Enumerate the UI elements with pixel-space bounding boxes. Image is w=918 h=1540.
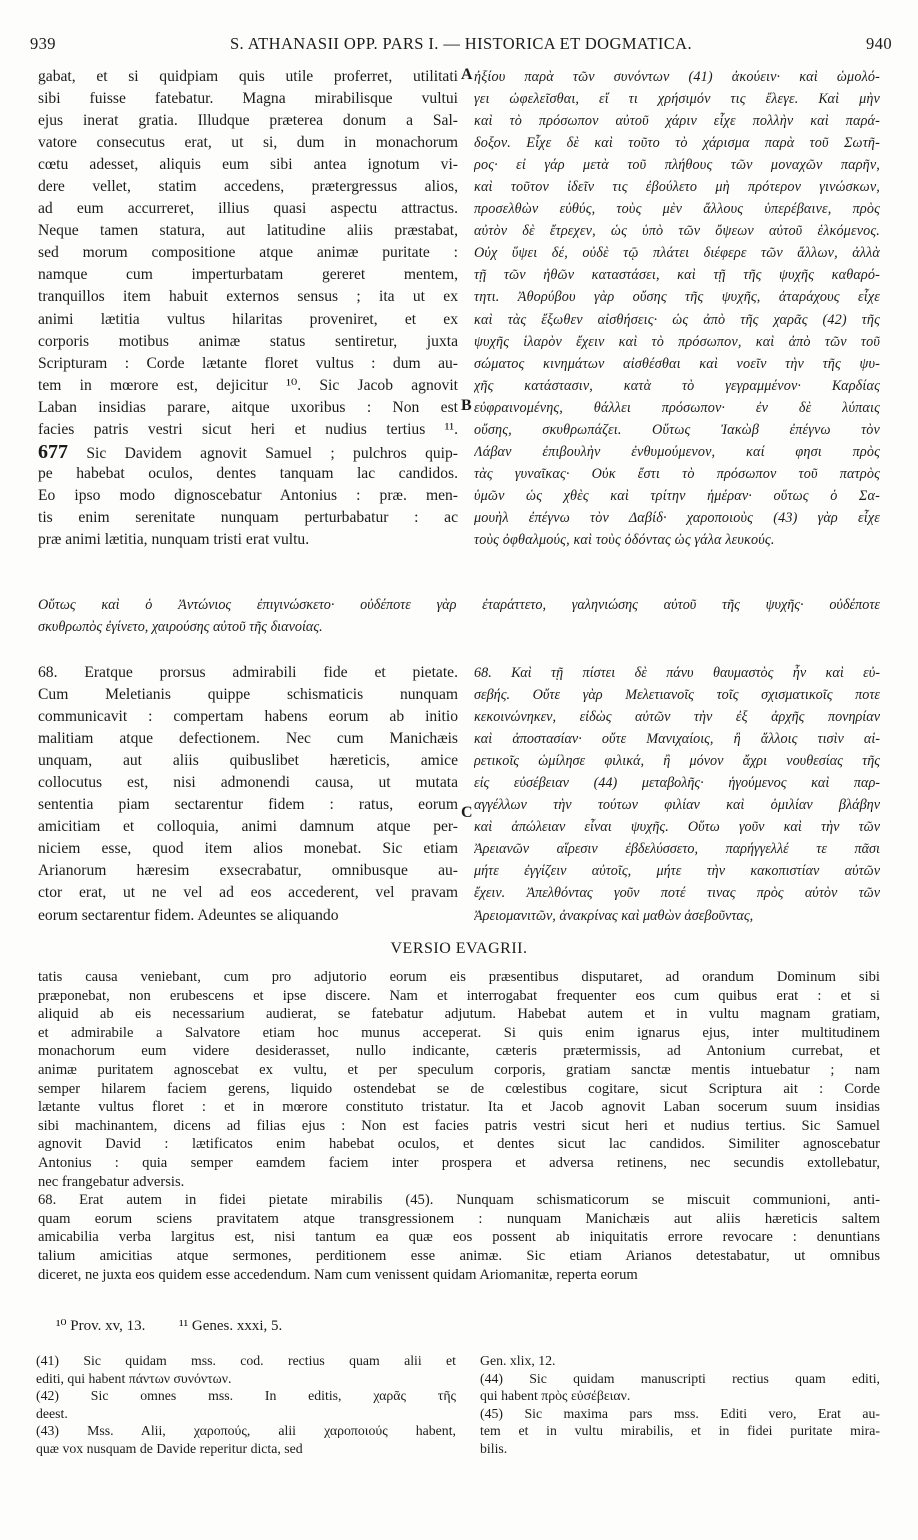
- evagrius-line: animæ puritatem agnoscebat ex vultu, et per speculum corporis, gratiam sanctæ mentis intuebatur ; nam: [38, 1061, 880, 1078]
- greek-column: [474, 66, 880, 551]
- greek-line: σεβής. Οὔτε γὰρ Μελετιανοῖς τοῖς σχισματικοῖς ποτε: [474, 687, 880, 704]
- greek-line: καὶ τὸ πρόσωπον αὐτοῦ χάριν εἶχε πολλὴν καὶ παρά-: [474, 113, 880, 130]
- greek-full-line-1: Οὕτως καὶ ὁ Ἀντώνιος ἐπιγινώσκετο· οὐδέποτε γὰρ ἐταράττετο, γαληνιώσης αὐτοῦ τῆς ψυχῆς· οὐδέποτε: [38, 597, 880, 613]
- evagrius-line: 68. Erat autem in fidei pietate mirabilis (45). Nunquam schismaticorum se miscuit communioni, anti-: [38, 1192, 880, 1209]
- footnote-line: deest.: [36, 1405, 68, 1421]
- evagrius-line: aliquid ab eis necessarium audierat, se fatebatur adjutum. Habebat autem et in vultu magnam gratiam,: [38, 1006, 880, 1023]
- latin-line: Cum Meletianis quippe schismaticis nunquam: [38, 686, 458, 704]
- latin-line: vatore consecutus erat, ut si, dum in monachorum: [38, 134, 458, 152]
- scripture-note-10: ¹⁰ Prov. xv, 13.: [56, 1318, 146, 1334]
- footnotes-left: [36, 1352, 456, 1458]
- latin-line: sibi fuisse fatebatur. Magna mirabilisque vultui: [38, 90, 458, 108]
- greek-line: ρος· εἰ γάρ μετὰ τοῦ πλήθους τῶν μοναχῶν παρῆν,: [474, 157, 880, 174]
- latin-line: Eo ipso modo dignoscebatur Antonius : præ. men-: [38, 486, 458, 504]
- latin-line: pe habebat oculos, dentes tanquam lac candidos.: [38, 464, 458, 482]
- footnote-line: Gen. xlix, 12.: [480, 1353, 556, 1368]
- greek-line: κεκοινώνηκεν, εἰδὼς αὐτῶν τὴν ἐξ ἀρχῆς πονηρίαν: [474, 709, 880, 726]
- evagrius-line: amicabilia verba largitus est, nisi tantum ea quæ eos possent ab iniquitatis errore revocare : denuntians: [38, 1229, 880, 1246]
- greek-line: γει ὠφελεῖσθαι, εἴ τι χρήσιμόν τις ἔλεγε. Καὶ μὴν: [474, 91, 880, 108]
- greek-line: εὐφραινομένης, θάλλει πρόσωπον· ἐν δὲ λύπαις: [474, 399, 880, 416]
- footnote-line: editi, qui habent πάντων συνόντων.: [36, 1370, 232, 1386]
- latin-line: Scripturam : Corde lætante floret vultus : dum au-: [38, 354, 458, 372]
- greek-line: προσελθὼν εὐθύς, τοὺς μὲν ἄλλους ὑπερέβαινε, πρὸς: [474, 201, 880, 218]
- greek-line: ψυχῆς ἱλαρὸν ἔχειν καὶ τὸ πρόσωπον, καὶ ἀπὸ τῶν τοῦ: [474, 333, 880, 350]
- latin-line: communicavit : compertam habens eorum ab initio: [38, 708, 458, 726]
- latin-line: ctor erat, ut ne vel ad eos accederent, vel pravam: [38, 884, 458, 902]
- evagrius-line: Antonius : quia semper eamdem faciem inter prospera et adversa retinens, nec secundis extollebatur,: [38, 1154, 880, 1171]
- latin-line: niciem esse, quod item alios monebat. Sic etiam: [38, 840, 458, 858]
- evagrius-line: monachorum eum videre desiderasset, nullo indicante, cæteris prætermissis, ad Antonium currebat, et: [38, 1043, 880, 1060]
- latin-line: malitiam atque defectionem. Nec cum Manichæis: [38, 730, 458, 748]
- greek-line: καὶ ἀπώλειαν εἶναι ψυχῆς. Οὕτω γοῦν καὶ τὴν τῶν: [474, 819, 880, 836]
- section-title: VERSIO EVAGRII.: [390, 940, 528, 957]
- greek-line: Οὐχ ὕψει δέ, οὐδὲ τῷ πλάτει διέφερε τῶν ἄλλων, ἀλλὰ: [474, 245, 880, 262]
- latin-line: namque cum imperturbatam gereret mentem,: [38, 266, 458, 284]
- footnote-line: quæ vox nusquam de Davide reperitur dicta, sed: [36, 1440, 303, 1456]
- latin-line: 68. Eratque prorsus admirabili fide et pietate.: [38, 664, 458, 681]
- greek-line: εἰς εὐσέβειαν (44) μεταβολῆς· ἡγούμενος καὶ παρ-: [474, 775, 880, 792]
- latin-line: eorum sectarentur fidem. Adeuntes se aliquando: [38, 906, 339, 924]
- greek-line: ὑμῶν ὡς χθὲς καὶ τρίτην ἡμέραν· οὕτως ὁ Σα-: [474, 487, 880, 504]
- evagrius-version-text: [38, 968, 880, 1284]
- latin-line: amicitiam et colloquia, animi damnum atque per-: [38, 818, 458, 836]
- greek-line: σώματος κινημάτων αἰσθέσθαι καὶ νοεῖν τὴν τῆς ψυ-: [474, 355, 880, 372]
- greek-line: αγγέλλων τὴν τούτων φιλίαν καὶ ὁμιλίαν βλάβην: [474, 797, 880, 814]
- footnote-line: tem et in vultu mirabilis, et in fidei puritate mira-: [480, 1423, 880, 1439]
- greek-line: 68. Καὶ τῇ πίστει δὲ πάνυ θαυμαστὸς ἦν καὶ εὐ-: [474, 665, 880, 681]
- evagrius-line: et admirabile a Salvatore etiam hoc munus acceperat. Si quis enim ignarus ejus, inter multitudinem: [38, 1024, 880, 1041]
- greek-column-2: [474, 662, 880, 927]
- latin-line: tem in mœrore est, dejicitur ¹⁰. Sic Jacob agnovit: [38, 376, 458, 394]
- latin-line: dere vellet, statim accedens, prætergressus alios,: [38, 178, 458, 196]
- latin-line: sed morum compositione atque animæ puritate :: [38, 244, 458, 262]
- greek-line: μήτε ἐγγίζειν αὐτοῖς, μήτε τὴν κακοπιστίαν αὐτῶν: [474, 863, 880, 880]
- latin-line: sententia piam sectarentur fidem : ratus, eorum: [38, 796, 458, 814]
- greek-line: καὶ τὰς ἔξωθεν αἰσθήσεις· ὡς ἀπὸ τῆς χαρᾶς (42) τῆς: [474, 311, 880, 328]
- latin-line: corporis motibus animæ status sentiretur, juxta: [38, 332, 458, 350]
- greek-line: Ἀρειομανιτῶν, ἀνακρίνας καὶ μαθὼν ἀσεβοῦντας,: [474, 907, 754, 924]
- greek-full-line-2: σκυθρωπὸς ἐγίνετο, χαιρούσης αὐτοῦ τῆς διανοίας.: [38, 619, 323, 635]
- latin-column: [38, 66, 458, 551]
- footnotes-right: [480, 1352, 880, 1458]
- latin-line: gabat, et si quidpiam quis utile proferret, utilitati: [38, 68, 458, 85]
- greek-line: οὔσης, σκυθρωπάζει. Οὕτως Ἰακὼβ ἐπέγνω τὸν: [474, 421, 880, 438]
- latin-line: animi lætitia vultus hilaritas proveniret, et ex: [38, 310, 458, 328]
- greek-line: Ἀρειανῶν αἵρεσιν ἐβδελύσσετο, παρήγγελλέ τε πᾶσι: [474, 841, 880, 858]
- margin-letter-b: B: [461, 397, 472, 414]
- footnote-line: (42) Sic omnes mss. In editis, χαρᾶς τῆς: [36, 1388, 456, 1404]
- latin-line: cœtu adesset, aliquis eum sibi antea ignotum vi-: [38, 156, 458, 174]
- greek-line: ρετικοῖς ὡμίλησε φιλικά, ἢ μόνον ἄχρι νουθεσίας τῆς: [474, 753, 880, 770]
- footnote-line: (43) Mss. Alii, χαροπούς, alii χαροποιούς habent,: [36, 1423, 456, 1439]
- latin-column-2: [38, 662, 458, 927]
- latin-line: Arianorum hæresim exsecrabatur, omnibusque au-: [38, 862, 458, 880]
- page-number-right: 940: [866, 34, 892, 53]
- page-marker: 677: [38, 440, 68, 463]
- evagrius-line: tatis causa veniebant, cum pro adjutorio eorum eis præsentibus disputaret, ad orandum Dominum sibi: [38, 969, 880, 985]
- footnote-line: bilis.: [480, 1440, 508, 1456]
- evagrius-line: talium amicitias atque sermones, perditionem esse animæ. Sic etiam Arianos detestabatur, ut omnibus: [38, 1247, 880, 1264]
- evagrius-line: lætante vultus floret : et in mœrore constituto tristatur. Ita et Jacob agnovit Laban socerum suum insidias: [38, 1099, 880, 1116]
- latin-line: Laban insidias parare, aitque uxoribus : Non est: [38, 398, 458, 416]
- evagrius-line: quam eorum sciens pravitatem atque transgressionem : nunquam Manichæis aut aliis hæreticis saltem: [38, 1210, 880, 1227]
- footnote-line: (41) Sic quidam mss. cod. rectius quam alii et: [36, 1353, 456, 1368]
- greek-line: Λάβαν ἐπιβουλὴν ἐνθυμούμενον, καί φησι πρὸς: [474, 443, 880, 460]
- latin-line: tranquillos item habuit externos sensus ; ita ut ex: [38, 288, 458, 306]
- greek-line: ἠξίου παρὰ τῶν συνόντων (41) ἀκούειν· καὶ ὡμολό-: [474, 69, 880, 85]
- latin-line: collocutus est, nisi admonendi causa, ut mutata: [38, 774, 458, 792]
- footnote-line: qui habent πρὸς εὐσέβειαν.: [480, 1388, 631, 1404]
- latin-line: [38, 441, 458, 463]
- margin-letter-c: C: [461, 804, 473, 821]
- greek-line: τητι. Ἀθορύβου γὰρ οὔσης τῆς ψυχῆς, ἀταράχους εἶχε: [474, 289, 880, 306]
- greek-line: δοξον. Εἶχε δὲ καὶ τοῦτο τὸ χάρισμα παρὰ τοῦ Σωτῆ-: [474, 135, 880, 152]
- scripture-note-11: ¹¹ Genes. xxxi, 5.: [179, 1318, 283, 1334]
- running-title: S. ATHANASII OPP. PARS I. — HISTORICA ET DOGMATICA.: [229, 34, 692, 53]
- evagrius-line: nec frangebatur adversis.: [38, 1173, 185, 1190]
- evagrius-line: diceret, ne juxta eos quidem esse accedendum. Nam cum venissent quidam Ariomanitæ, reperta eorum: [38, 1266, 638, 1283]
- latin-line: tis enim serenitate nunquam perturbabatur : ac: [38, 508, 458, 526]
- footnote-line: (44) Sic quidam manuscripti rectius quam editi,: [480, 1370, 880, 1386]
- latin-line: præ animi lætitia, nunquam tristi erat vultu.: [38, 530, 310, 548]
- greek-line: ἔχειν. Ἀπελθόντας γοῦν ποτέ τινας πρὸς αὐτὸν τῶν: [474, 885, 880, 902]
- footnote-line: (45) Sic maxima pars mss. Editi vero, Erat au-: [480, 1405, 880, 1421]
- latin-line: ejus inerat gratia. Illudque præterea donum a Sal-: [38, 112, 458, 130]
- greek-line: τῇ τῶν ἠθῶν καταστάσει, καὶ τῇ τῆς ψυχῆς καθαρό-: [474, 267, 880, 284]
- evagrius-line: semper hilarem faciem gerens, liquido ostendebat se de cœlestibus cogitare, sicut Scriptura ait : Corde: [38, 1080, 880, 1097]
- greek-line: καὶ ἀποστασίαν· οὔτε Μανιχαίοις, ἢ ἄλλοις τισὶν αἱ-: [474, 731, 880, 748]
- evagrius-line: sibi machinantem, dicens ad filias ejus : Non est facies patris vestri sicut heri et nudius tertius. Sic Samuel: [38, 1117, 880, 1134]
- scripture-references: [56, 1316, 282, 1335]
- evagrius-line: præponebat, non erubescens et ipse discere. Nam et interrogabat frequenter eos cum quibus erat : et si: [38, 987, 880, 1004]
- greek-line: τὰς γυναῖκας· Οὐκ ἔστι τὸ πρόσωπον τοῦ πατρὸς: [474, 465, 880, 482]
- page-number-left: 939: [30, 34, 56, 53]
- latin-line-text: Sic Davidem agnovit Samuel ; pulchros quip-: [68, 444, 458, 462]
- greek-line: καὶ τοῦτον ἰδεῖν τις ἐβούλετο μὴ πρότερον γινώσκων,: [474, 179, 880, 196]
- page-header: [30, 34, 892, 56]
- latin-line: ad eum accurreret, illius quasi aspectu attractus.: [38, 200, 458, 218]
- greek-line: αὐτὸν δὲ ἔτρεχεν, ὡς ὑπὸ τῶν ὄψεων αὐτοῦ ἑλκόμενος.: [474, 223, 880, 240]
- latin-line: unquam, aut aliis quibuslibet hæreticis, amice: [38, 752, 458, 770]
- greek-line: τοὺς ὀφθαλμούς, καὶ τοὺς ὀδόντας ὡς γάλα λευκούς.: [474, 531, 775, 548]
- margin-letter-a: A: [461, 66, 473, 83]
- latin-line: facies patris vestri sicut heri et nudius tertius ¹¹.: [38, 420, 458, 438]
- greek-line: μουὴλ ἐπέγνω τὸν Δαβίδ· χαροποιοὺς (43) γὰρ εἶχε: [474, 509, 880, 526]
- latin-line: Neque tamen statura, aut latitudine aliis præstabat,: [38, 222, 458, 240]
- greek-line: χῆς κατάστασιν, κατὰ τὸ γεγραμμένον· Καρδίας: [474, 377, 880, 394]
- evagrius-line: agnovit David : lætificatos enim habebat oculos, et dentes sicut lac candidos. Similiter agnoscebatur: [38, 1136, 880, 1153]
